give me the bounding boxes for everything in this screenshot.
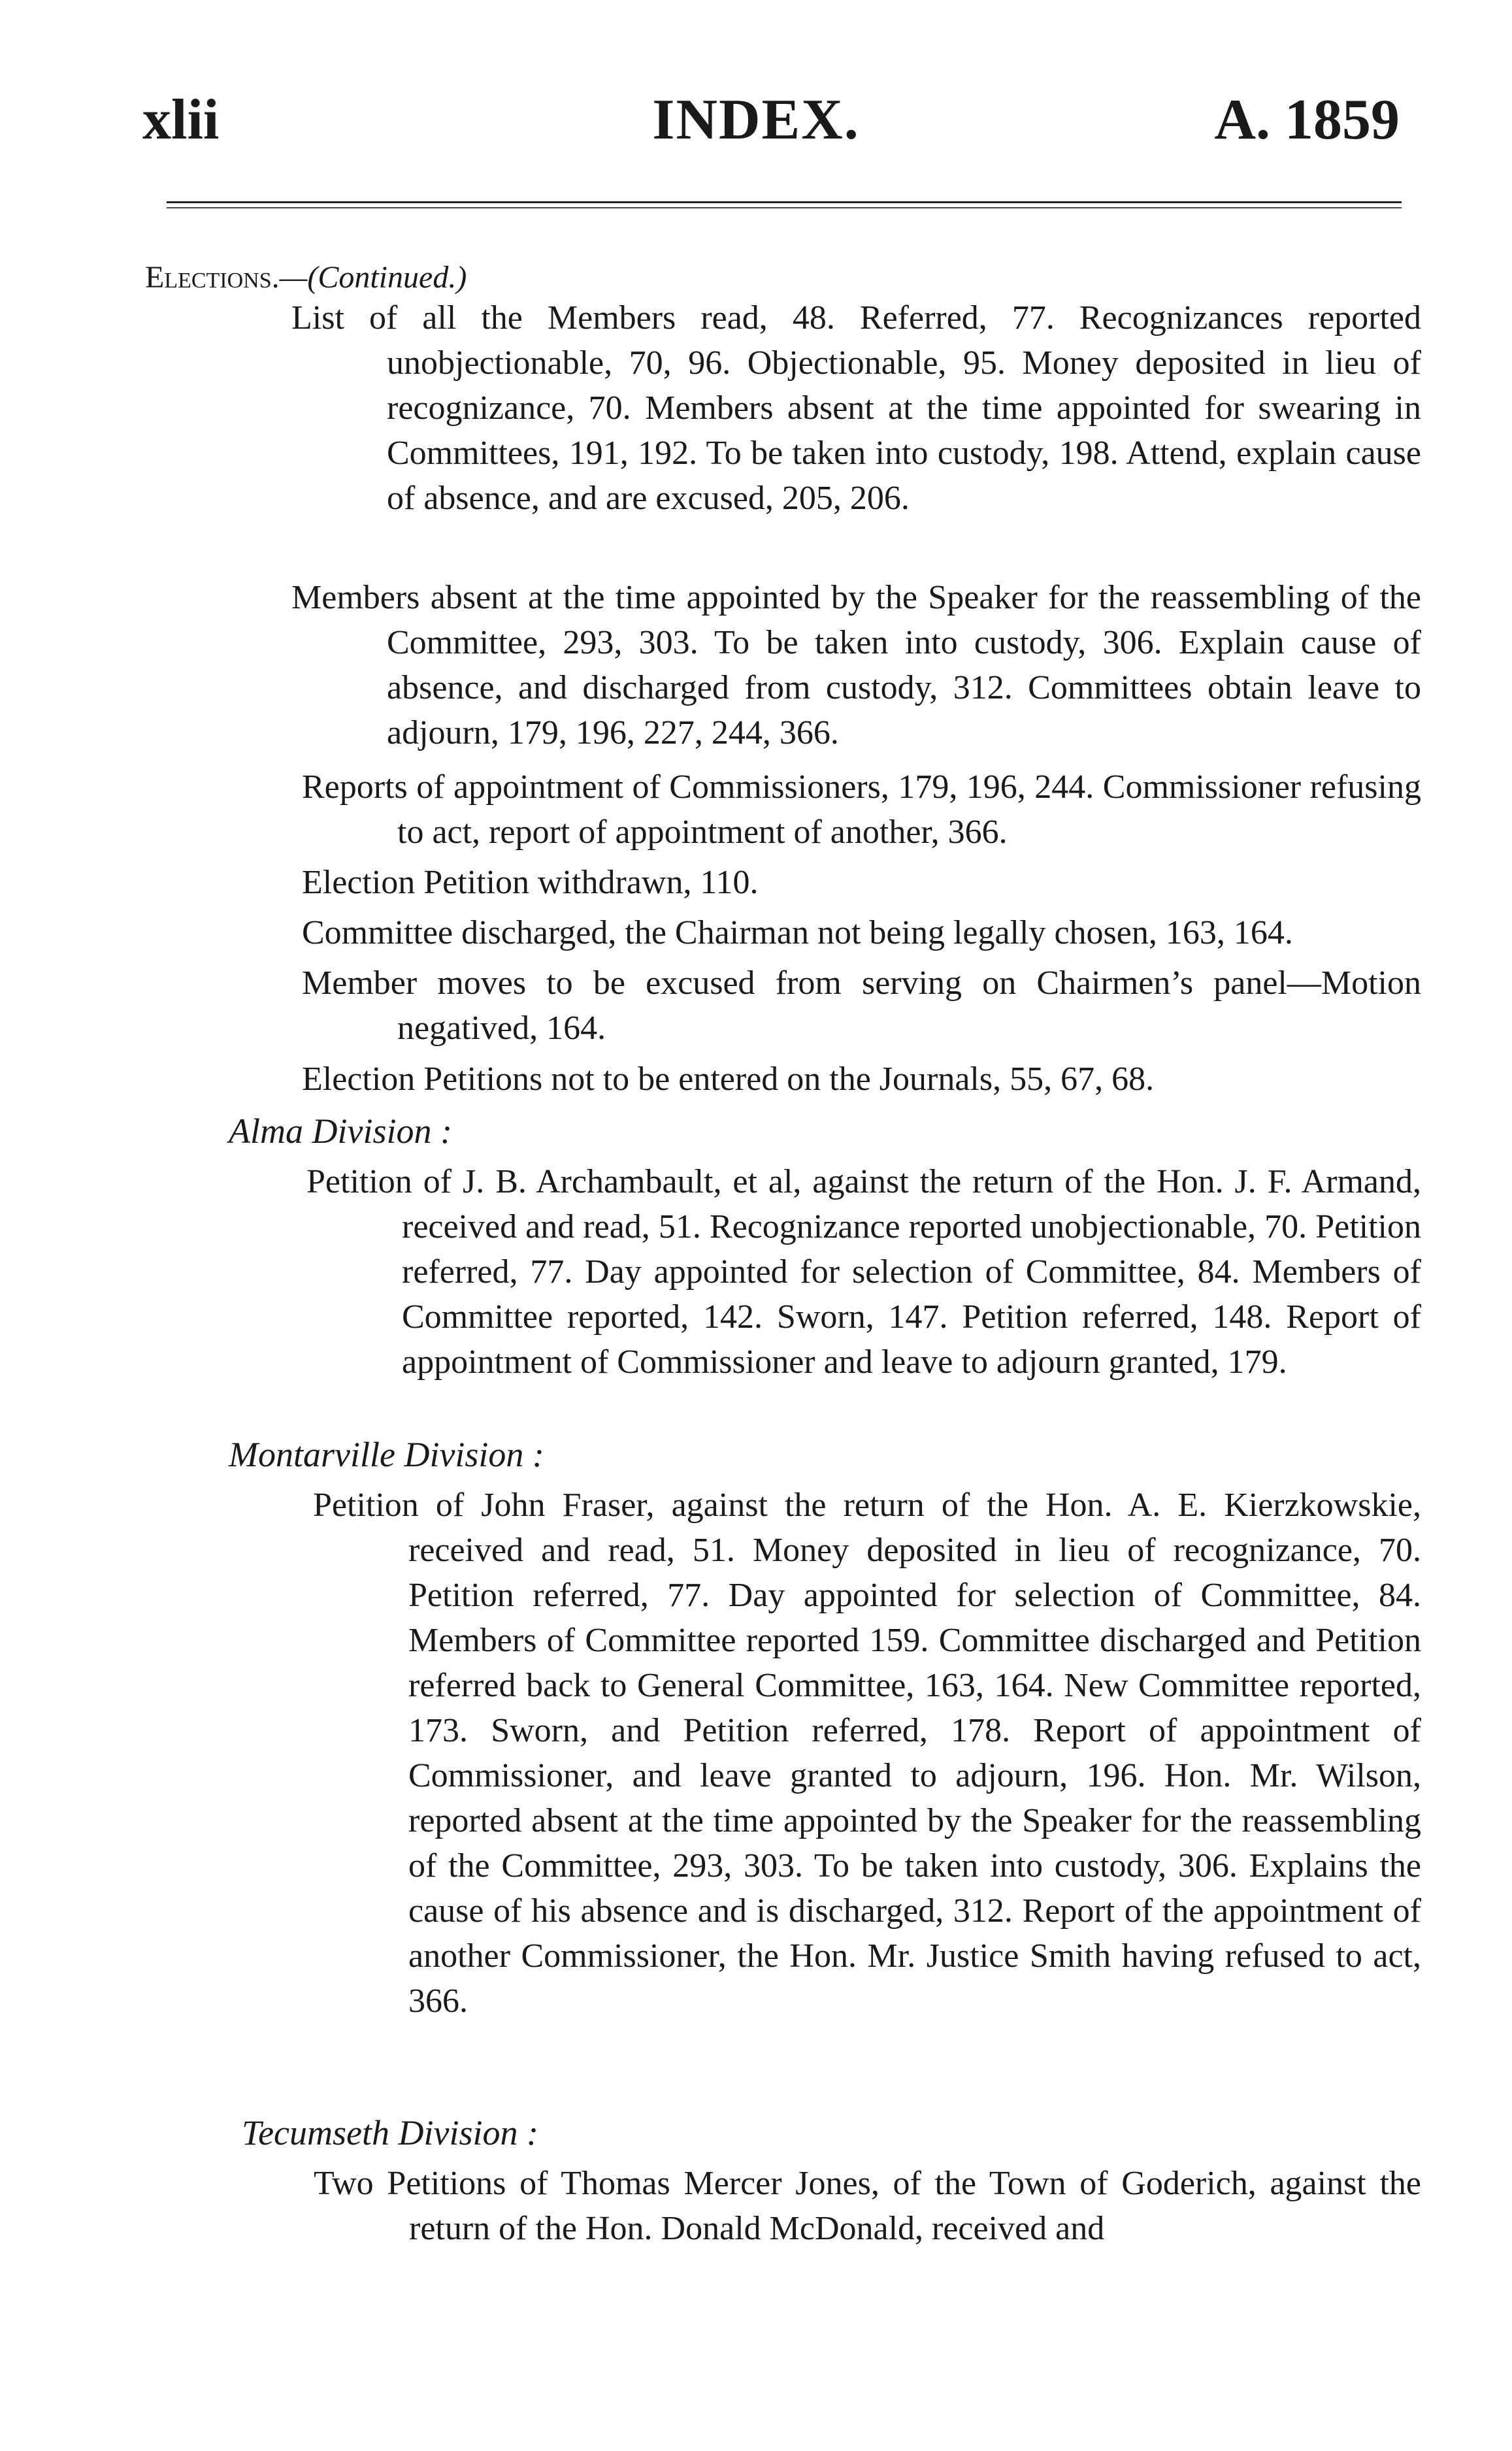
section-heading-title: Elections. [145, 260, 280, 295]
index-entry-petition-withdrawn: Election Petition withdrawn, 110. [302, 864, 759, 901]
section-heading-suffix: —(Continued.) [279, 260, 467, 295]
division-heading-tecumseth: Tecumseth Division : [242, 2113, 538, 2152]
division-heading-alma: Alma Division : [229, 1111, 452, 1151]
index-entry-commissioners: Reports of appointment of Commissioners, 179, 196, 244. Commissioner refusing to act, report of appointment of another, 366. [302, 768, 1421, 851]
index-entry-member-excused: Member moves to be excused from serving on Chairmen’s panel—Motion negatived, 164. [302, 964, 1421, 1047]
header-rule [167, 201, 1402, 203]
header-year: A. 1859 [1214, 88, 1400, 152]
division-text-tecumseth: Two Petitions of Thomas Mercer Jones, of the Town of Goderich, against the return of the Hon. Donald McDonald, received and [314, 2165, 1421, 2247]
section-heading [145, 255, 467, 300]
page-number: xlii [142, 88, 220, 152]
index-entry-members-list: List of all the Members read, 48. Referred, 77. Recognizances reported unobjectionable, 70, 96. Objectionable, 95. Money deposited in lieu of recognizance, 70. Members absent at the time appointed for swearing in Committees, 191, 192. To be taken into custody, 198. Attend, explain cause of absence, and are excused, 205, 206. [291, 299, 1421, 517]
division-heading-montarville: Montarville Division : [229, 1435, 544, 1474]
index-entry-members-absent: Members absent at the time appointed by the Speaker for the reassembling of the Committee, 293, 303. To be taken into custody, 306. Explain cause of absence, and discharged from custody, 312. Committees obtain leave to adjourn, 179, 196, 227, 244, 366. [291, 579, 1421, 751]
header-rule-thin [167, 207, 1402, 208]
division-text-alma: Petition of J. B. Archambault, et al, against the return of the Hon. J. F. Armand, received and read, 51. Recognizance reported unobjectionable, 70. Petition referred, 77. Day appointed for selection of Committee, 84. Members of Committee reported, 142. Sworn, 147. Petition referred, 148. Report of appointment of Commissioner and leave to adjourn granted, 179. [306, 1163, 1421, 1381]
page-title: INDEX. [652, 88, 860, 152]
index-entry-journals: Election Petitions not to be entered on the Journals, 55, 67, 68. [302, 1061, 1155, 1098]
index-entry-committee-discharged: Committee discharged, the Chairman not being legally chosen, 163, 164. [302, 914, 1293, 951]
division-text-montarville: Petition of John Fraser, against the return of the Hon. A. E. Kierzkowskie, received and read, 51. Money deposited in lieu of recognizance, 70. Petition referred, 77. Day appointed for selection of Committee, 84. Members of Committee reported 159. Committee discharged and Petition referred back to General Committee, 163, 164. New Committee reported, 173. Sworn, and Petition referred, 178. Report of appointment of Commissioner, and leave granted to adjourn, 196. Hon. Mr. Wilson, reported absent at the time appointed by the Speaker for the reassembling of the Committee, 293, 303. To be taken into custody, 306. Explains the cause of his absence and is discharged, 312. Report of the appointment of another Commissioner, the Hon. Mr. Justice Smith having refused to act, 366. [313, 1487, 1421, 2020]
